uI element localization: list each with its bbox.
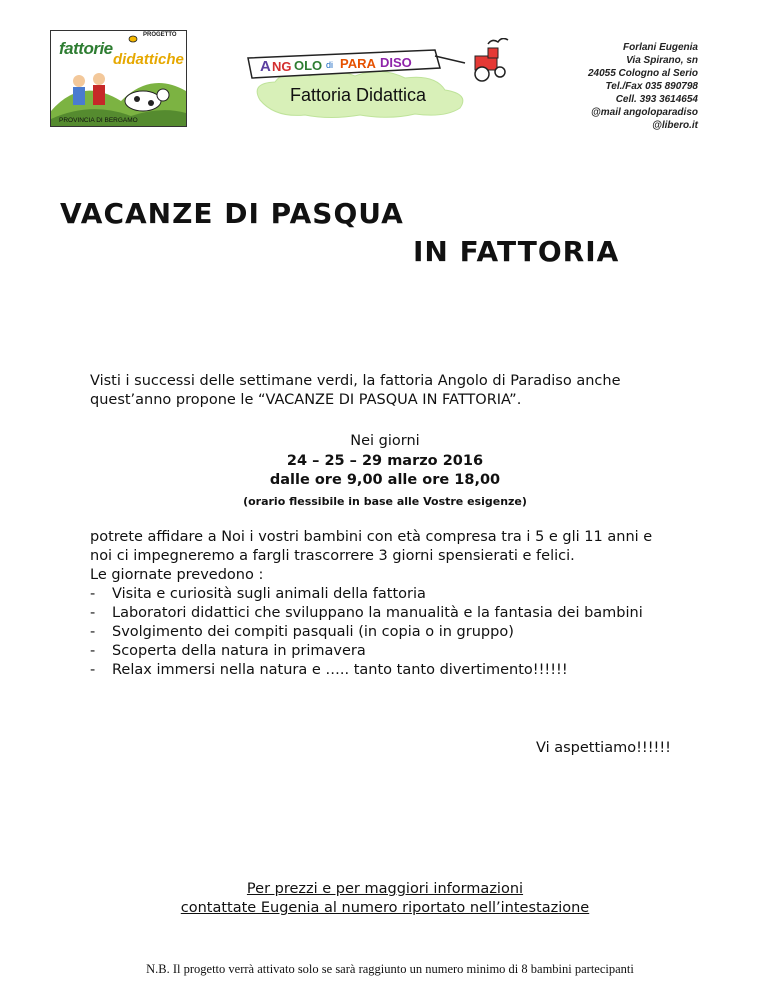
address-line: @mail angoloparadiso	[591, 107, 698, 118]
contact-block	[90, 880, 680, 918]
list-item-text: Scoperta della natura in primavera	[112, 643, 366, 659]
list-item	[90, 623, 700, 642]
footer-note: N.B. Il progetto verrà attivato solo se sarà raggiunto un numero minimo di 8 bambini partecipanti	[146, 962, 634, 976]
dash-bullet: -	[90, 643, 96, 659]
paragraph-line: potrete affidare a Noi i vostri bambini con età compresa tra i 5 e gli 11 anni e	[90, 529, 653, 545]
list-item-text: Visita e curiosità sugli animali della fattoria	[112, 586, 426, 602]
fattoria-didattica-label: Fattoria Didattica	[290, 85, 427, 105]
list-item	[90, 642, 700, 661]
address-line: Via Spirano, sn	[626, 55, 698, 66]
list-item	[90, 585, 700, 604]
fattorie-didattiche-logo	[50, 30, 187, 127]
paragraph-line: noi ci impegneremo a fargli trascorrere 3 giorni spensierati e felici.	[90, 548, 575, 564]
dash-bullet: -	[90, 624, 96, 640]
dash-bullet: -	[90, 586, 96, 602]
nei-giorni-label: Nei giorni	[350, 433, 420, 449]
angolo-di-paradiso-logo	[230, 38, 530, 118]
svg-text:PARA: PARA	[340, 56, 376, 71]
svg-text:NG: NG	[272, 59, 292, 74]
address-line: @libero.it	[652, 120, 698, 131]
hours-text: dalle ore 9,00 alle ore 18,00	[269, 472, 501, 488]
activities-list	[90, 585, 700, 680]
list-item-text: Laboratori didattici che sviluppano la manualità e la fantasia dei bambini	[112, 605, 643, 621]
closing-text: Vi aspettiamo!!!!!!	[536, 740, 671, 756]
address-line: Forlani Eugenia	[622, 42, 698, 53]
svg-text:di: di	[326, 60, 334, 70]
orario-note: (orario flessibile in base alle Vostre esigenze)	[243, 495, 527, 508]
program-paragraph	[90, 528, 700, 680]
list-item	[90, 604, 700, 623]
svg-text:DISO: DISO	[380, 55, 412, 70]
contact-line-1: Per prezzi e per maggiori informazioni	[246, 881, 524, 897]
didattiche-wordmark: didattiche	[113, 51, 184, 68]
address-line: 24055 Cologno al Serio	[587, 68, 698, 79]
progetto-label: PROGETTO	[143, 32, 177, 38]
list-item	[90, 661, 700, 680]
address-block	[588, 41, 698, 132]
dates-text: 24 – 25 – 29 marzo 2016	[286, 453, 484, 469]
fattorie-wordmark: fattorie	[59, 39, 113, 58]
paragraph-line: Le giornate prevedono :	[90, 567, 264, 583]
cloud-tractor-icon	[230, 38, 530, 118]
svg-text:A: A	[260, 58, 271, 75]
address-line: Tel./Fax 035 890798	[605, 81, 698, 92]
address-line: Cell. 393 3614654	[615, 94, 698, 105]
dash-bullet: -	[90, 605, 96, 621]
list-item-text: Relax immersi nella natura e ….. tanto tanto divertimento!!!!!!	[112, 662, 568, 678]
list-item-text: Svolgimento dei compiti pasquali (in copia o in gruppo)	[112, 624, 514, 640]
title-line-1: VACANZE DI PASQUA	[60, 197, 404, 230]
provincia-label: PROVINCIA DI BERGAMO	[59, 117, 138, 124]
title-line-2: IN FATTORIA	[413, 235, 620, 268]
contact-line-2: contattate Eugenia al numero riportato nell’intestazione	[180, 900, 590, 916]
svg-text:OLO: OLO	[294, 58, 323, 73]
intro-paragraph: Visti i successi delle settimane verdi, la fattoria Angolo di Paradiso anche quest’anno propone le “VACANZE DI PASQUA IN FATTORIA”.	[90, 373, 621, 408]
dash-bullet: -	[90, 662, 96, 678]
